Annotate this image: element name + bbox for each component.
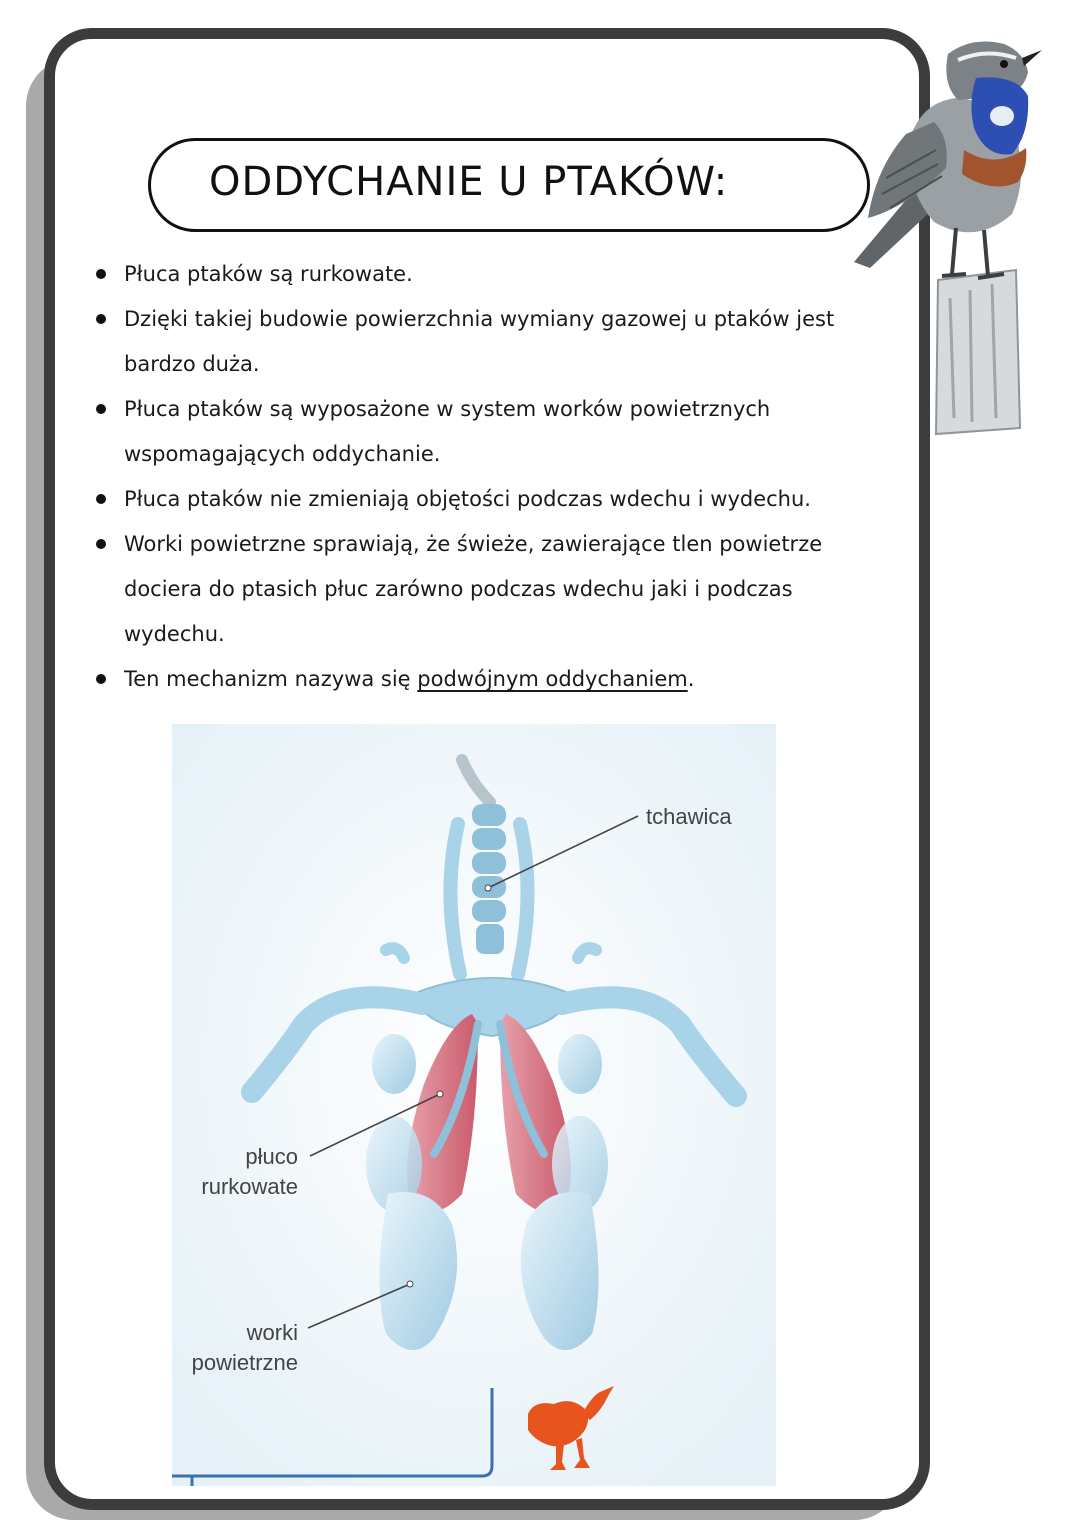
leader-dot-trachea [485, 885, 491, 891]
title-banner [148, 138, 870, 232]
key-term: podwójnym oddychaniem [417, 667, 688, 691]
bird-legs [952, 228, 988, 276]
bluethroat-bird-illustration [846, 18, 1046, 438]
bullet-text: Płuca ptaków są wyposażone w system worków powietrznych wspomagających oddychanie. [124, 397, 771, 466]
bullet-text: Dzięki takiej budowie powierzchnia wymiany gazowej u ptaków jest bardzo duża. [124, 307, 835, 376]
page-title: ODDYCHANIE U PTAKÓW: [209, 159, 729, 205]
bullet-item [96, 387, 876, 477]
bird-eye [1000, 60, 1008, 68]
label-lung-line1: płuco [245, 1144, 298, 1169]
bird-respiratory-diagram [172, 724, 776, 1486]
leader-dot-sacs [407, 1281, 413, 1287]
bullet-list [96, 252, 876, 702]
bullet-text: Płuca ptaków są rurkowate. [124, 262, 413, 286]
bullet-punctuation: . [687, 667, 695, 691]
label-lung-line2: rurkowate [201, 1174, 298, 1199]
label-sacs-line2: powietrzne [191, 1350, 298, 1375]
bullet-text: Worki powietrzne sprawiają, że świeże, zawierające tlen powietrze dociera do ptasich płuc zarówno podczas wdechu jaki i podczas wydechu. [124, 532, 823, 646]
wooden-post [936, 270, 1020, 434]
bullet-text: Ten mechanizm nazywa się [124, 667, 418, 691]
throat-spot [990, 106, 1014, 126]
thoracic-sac-left [372, 1034, 416, 1094]
bird-beak [1022, 50, 1042, 66]
bullet-text: Płuca ptaków nie zmieniają objętości podczas wdechu i wydechu. [124, 487, 811, 511]
bullet-item [96, 522, 876, 657]
thoracic-sac-right [558, 1034, 602, 1094]
leader-dot-lung [437, 1091, 443, 1097]
label-sacs-line1: worki [246, 1320, 298, 1345]
label-trachea: tchawica [646, 804, 732, 829]
bullet-item [96, 252, 876, 297]
bullet-item [96, 297, 876, 387]
bullet-item [96, 657, 876, 702]
bullet-item [96, 477, 876, 522]
